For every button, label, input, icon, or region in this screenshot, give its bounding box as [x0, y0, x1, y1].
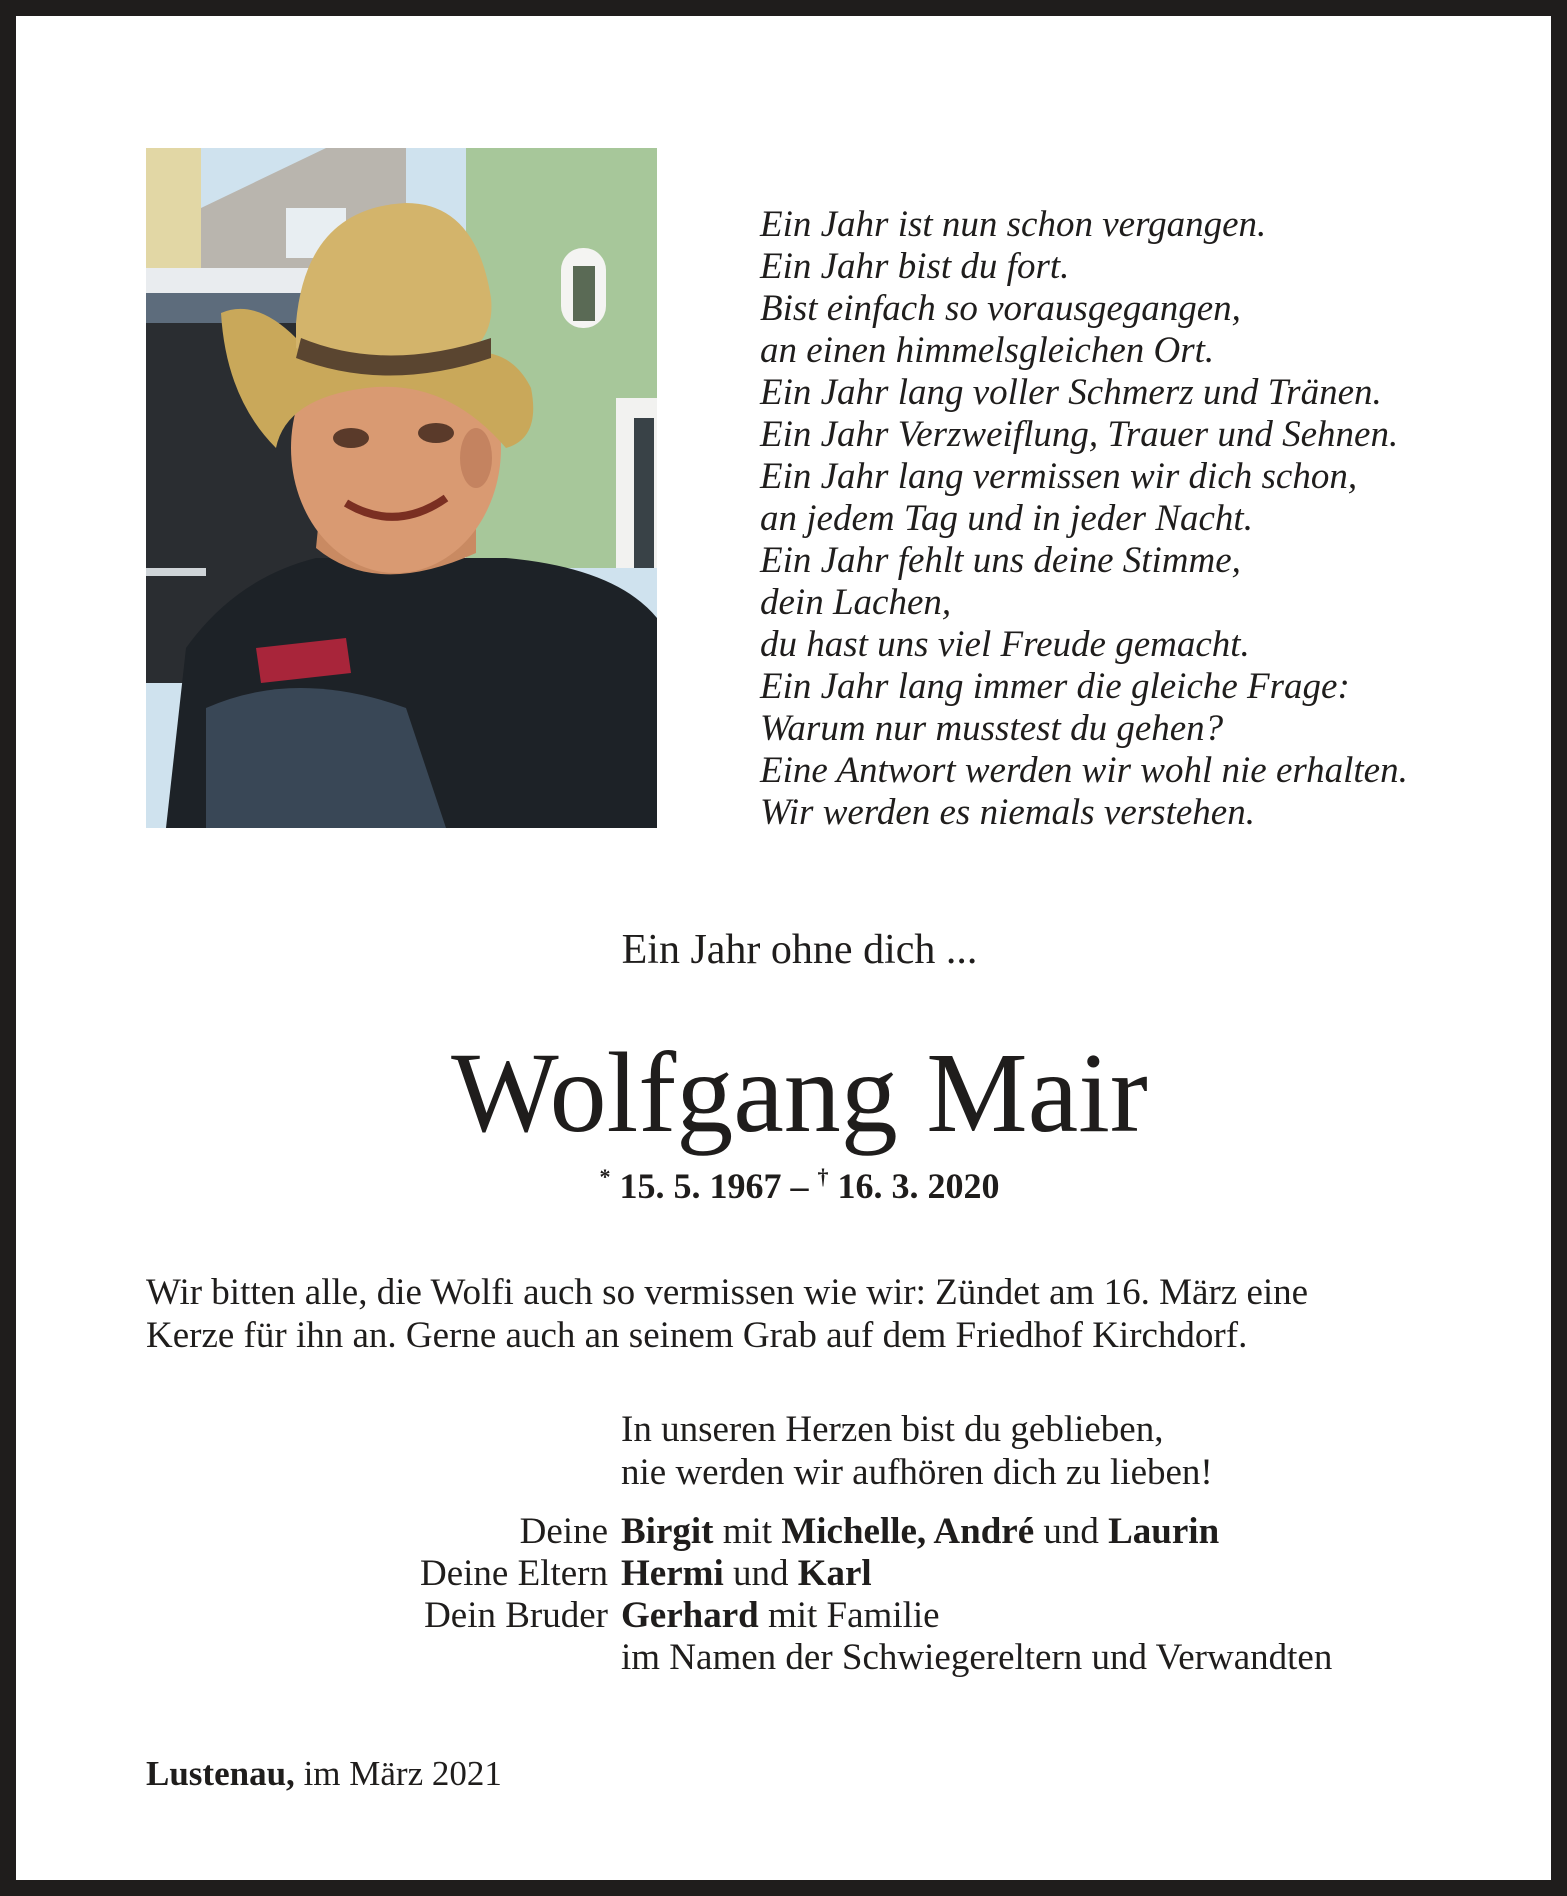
poem-line: Ein Jahr bist du fort.: [760, 246, 1070, 287]
birth-symbol: *: [599, 1164, 611, 1189]
candle-request: [146, 1271, 1466, 1357]
signature-row: [16, 1637, 1567, 1679]
poem-line: an jedem Tag und in jeder Nacht.: [760, 498, 1253, 539]
signature-row: [16, 1595, 1567, 1637]
request-line: Kerze für ihn an. Gerne auch an seinem Grab auf dem Friedhof Kirchdorf.: [146, 1315, 1248, 1356]
poem-line: Eine Antwort werden wir wohl nie erhalten.: [760, 750, 1408, 791]
death-date: 16. 3. 2020: [837, 1166, 1000, 1206]
poem-line: Ein Jahr Verzweiflung, Trauer und Sehnen.: [760, 414, 1399, 455]
death-symbol: †: [817, 1164, 829, 1189]
connector-text: und: [1034, 1511, 1109, 1552]
poem-line: Ein Jahr fehlt uns deine Stimme,: [760, 540, 1241, 581]
signature-text: im Namen der Schwiegereltern und Verwandten: [621, 1637, 1333, 1678]
poem-line: an einen himmelsgleichen Ort.: [760, 330, 1215, 371]
poem-line: dein Lachen,: [760, 582, 952, 623]
birth-date: 15. 5. 1967: [619, 1166, 782, 1206]
poem-line: Ein Jahr lang vermissen wir dich schon,: [760, 456, 1358, 497]
verse-line: nie werden wir aufhören dich zu lieben!: [621, 1452, 1213, 1493]
connector-text: mit Familie: [758, 1595, 940, 1636]
mourner-name: Michelle, André: [781, 1511, 1035, 1552]
signature-label: Dein Bruder: [424, 1595, 608, 1636]
mourner-name: Birgit: [621, 1511, 714, 1552]
poem-line: Ein Jahr lang voller Schmerz und Tränen.: [760, 372, 1382, 413]
mourner-name: Laurin: [1108, 1511, 1220, 1552]
connector-text: und: [723, 1553, 798, 1594]
mourner-name: Gerhard: [621, 1595, 759, 1636]
place-city: Lustenau,: [146, 1754, 295, 1793]
memorial-poem: [760, 204, 1520, 834]
life-dates: [16, 1164, 1567, 1207]
request-line: Wir bitten alle, die Wolfi auch so vermissen wie wir: Zündet am 16. März eine: [146, 1272, 1309, 1313]
place-month: im März 2021: [294, 1754, 502, 1793]
date-separator: –: [781, 1166, 818, 1206]
mourner-name: Hermi: [621, 1553, 724, 1594]
signature-names: [621, 1595, 940, 1637]
place-date: [146, 1754, 502, 1794]
signature-row: [16, 1511, 1567, 1553]
signature-names: [621, 1511, 1219, 1553]
signature-label: Deine Eltern: [420, 1553, 608, 1594]
signature-label: Deine: [519, 1511, 608, 1552]
poem-line: Bist einfach so vorausgegangen,: [760, 288, 1241, 329]
signature-row: [16, 1553, 1567, 1595]
signature-names: [621, 1553, 872, 1595]
poem-line: du hast uns viel Freude gemacht.: [760, 624, 1250, 665]
closing-verse: [621, 1408, 1213, 1494]
mourner-name: Karl: [797, 1553, 872, 1594]
subtitle: Ein Jahr ohne dich ...: [621, 927, 978, 973]
poem-line: Wir werden es niemals verstehen.: [760, 792, 1255, 833]
poem-line: Ein Jahr ist nun schon vergangen.: [760, 204, 1267, 245]
signatures: [16, 1511, 1567, 1679]
verse-line: In unseren Herzen bist du geblieben,: [621, 1409, 1164, 1450]
poem-line: Ein Jahr lang immer die gleiche Frage:: [760, 666, 1350, 707]
portrait-photo: [146, 148, 657, 828]
deceased-name: Wolfgang Mair: [451, 1029, 1148, 1156]
poem-line: Warum nur musstest du gehen?: [760, 708, 1224, 749]
connector-text: mit: [713, 1511, 782, 1552]
